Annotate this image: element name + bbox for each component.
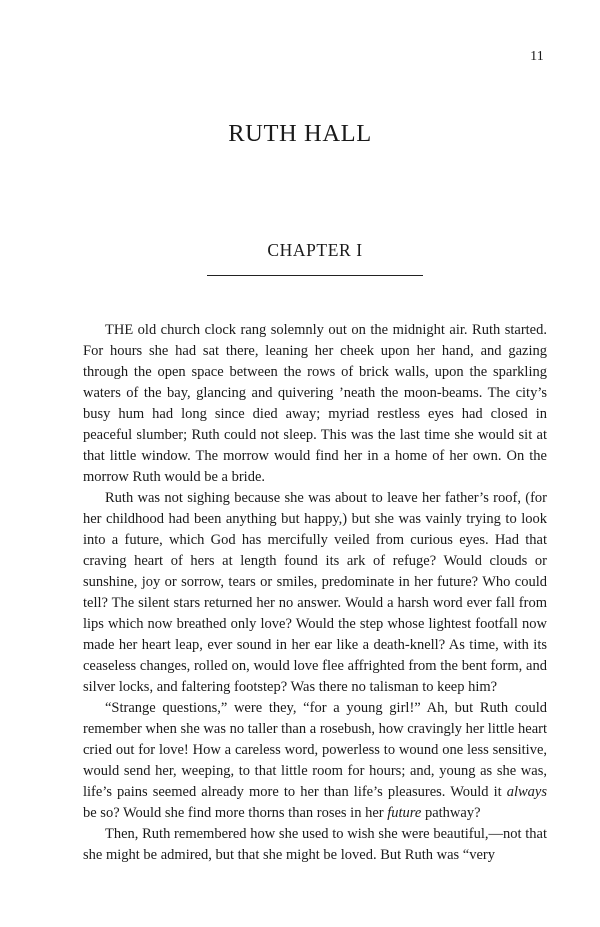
paragraph: [83, 320, 547, 488]
paragraph-text: be so? Would she find more thorns than roses in her: [83, 805, 388, 821]
paragraph-text: Then, Ruth remembered how she used to wish she were beautiful,—not that she might be admired, but that she might be loved. But Ruth was “very: [83, 826, 547, 863]
chapter-title: CHAPTER I: [267, 240, 363, 260]
page-number: 11: [530, 49, 544, 64]
paragraph: [83, 698, 547, 824]
paragraph-text: pathway?: [421, 805, 481, 821]
body-text: [83, 320, 547, 866]
italic-text: future: [387, 805, 422, 821]
paragraph: [83, 488, 547, 698]
paragraph: [83, 824, 547, 866]
book-title: RUTH HALL: [228, 120, 372, 147]
italic-text: always: [506, 784, 547, 800]
chapter-rule: [207, 275, 423, 276]
paragraph-text: Ruth was not sighing because she was about to leave her father’s roof, (for her childhood had been anything but happy,) but she was vainly trying to look into a future, which God has mercifully veiled from curious eyes. Had that craving heart of hers at length found its ark of refuge? Would clouds or sunshine, joy or sorrow, tears or smiles, predominate in her future? Who could tell? The silent stars returned her no answer. Would a harsh word ever fall from lips which now breathed only love? Would the step whose lightest footfall now made her heart leap, ever sound in her ear like a death-knell? As time, with its ceaseless changes, rolled on, would love flee affrighted from the bent form, and silver locks, and faltering footstep? Was there no talisman to keep him?: [83, 490, 547, 695]
paragraph-text: “Strange questions,” were they, “for a young girl!” Ah, but Ruth could remember when she was no taller than a rosebush, how cravingly her little heart cried out for love! How a careless word, powerless to wound one less sensitive, would send her, weeping, to that little room for hours; and, young as she was, life’s pains seemed already more to her than life’s pleasures. Would it: [83, 700, 547, 800]
paragraph-text: THE old church clock rang solemnly out on the midnight air. Ruth started. For hours she had sat there, leaning her cheek upon her hand, and gazing through the open space between the rows of brick walls, upon the sparkling waters of the bay, glancing and quivering ’neath the moon-beams. The city’s busy hum had long since died away; myriad restless eyes had closed in peaceful slumber; Ruth could not sleep. This was the last time she would sit at that little window. The morrow would find her in a home of her own. On the morrow Ruth would be a bride.: [83, 322, 547, 485]
